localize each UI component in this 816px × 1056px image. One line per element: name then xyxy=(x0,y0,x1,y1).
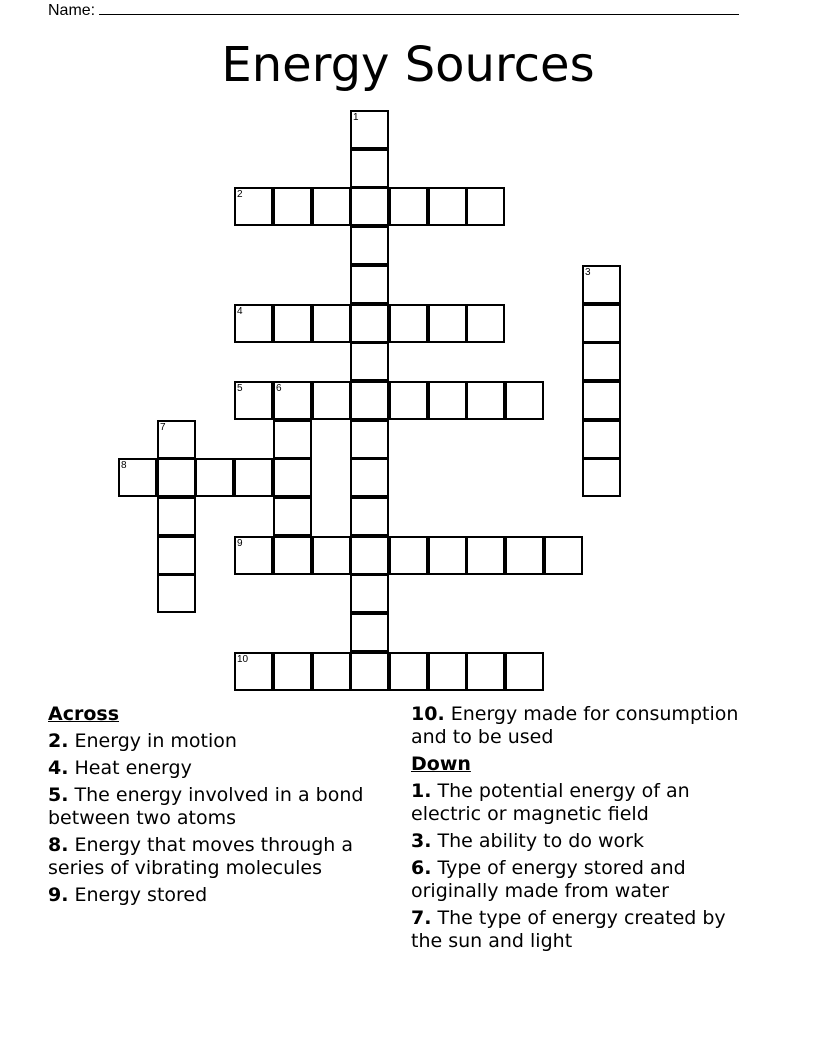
clue-number: 10. xyxy=(411,703,445,725)
crossword-cell[interactable] xyxy=(466,381,505,420)
name-label: Name: xyxy=(48,2,96,19)
crossword-cell[interactable] xyxy=(273,536,312,575)
clue-number: 4. xyxy=(48,757,69,779)
cell-number: 2 xyxy=(237,189,243,200)
page-title: Energy Sources xyxy=(221,37,595,93)
crossword-cell[interactable] xyxy=(234,187,273,226)
crossword-cell[interactable] xyxy=(350,652,389,691)
crossword-cell[interactable] xyxy=(350,149,389,188)
crossword-cell[interactable] xyxy=(273,381,312,420)
clue-text: Heat energy xyxy=(74,757,192,779)
crossword-cell[interactable] xyxy=(234,458,273,497)
crossword-cell[interactable] xyxy=(505,652,544,691)
crossword-cell[interactable] xyxy=(273,652,312,691)
clue-number: 3. xyxy=(411,830,432,852)
crossword-cell[interactable] xyxy=(428,536,467,575)
across-clue-8 xyxy=(48,834,393,880)
crossword-cell[interactable] xyxy=(234,381,273,420)
crossword-cell[interactable] xyxy=(505,381,544,420)
crossword-cell[interactable] xyxy=(312,536,351,575)
across-clue-9 xyxy=(48,884,393,907)
across-clue-5 xyxy=(48,784,393,830)
crossword-cell[interactable] xyxy=(350,110,389,149)
crossword-cell[interactable] xyxy=(582,458,621,497)
clues-right-column xyxy=(411,703,756,957)
across-clue-10 xyxy=(411,703,756,749)
crossword-cell[interactable] xyxy=(273,420,312,459)
crossword-cell[interactable] xyxy=(582,420,621,459)
clue-text: The ability to do work xyxy=(437,830,644,852)
across-clue-4 xyxy=(48,757,393,780)
down-clue-3 xyxy=(411,830,756,853)
crossword-cell[interactable] xyxy=(466,536,505,575)
crossword-cell[interactable] xyxy=(350,420,389,459)
clue-text: Type of energy stored and originally made from water xyxy=(411,857,686,902)
crossword-cell[interactable] xyxy=(582,265,621,304)
cell-number: 9 xyxy=(237,538,243,549)
crossword-cell[interactable] xyxy=(273,497,312,536)
crossword-cell[interactable] xyxy=(157,574,196,613)
crossword-cell[interactable] xyxy=(428,381,467,420)
crossword-cell[interactable] xyxy=(234,652,273,691)
crossword-cell[interactable] xyxy=(312,381,351,420)
crossword-cell[interactable] xyxy=(234,536,273,575)
clue-number: 1. xyxy=(411,780,432,802)
crossword-cell[interactable] xyxy=(389,187,428,226)
crossword-cell[interactable] xyxy=(428,304,467,343)
crossword-cell[interactable] xyxy=(466,304,505,343)
crossword-cell[interactable] xyxy=(389,381,428,420)
crossword-cell[interactable] xyxy=(389,304,428,343)
cell-number: 8 xyxy=(121,460,127,471)
crossword-cell[interactable] xyxy=(428,187,467,226)
clue-number: 2. xyxy=(48,730,69,752)
cell-number: 7 xyxy=(160,422,166,433)
clue-text: Energy in motion xyxy=(74,730,237,752)
across-clue-2 xyxy=(48,730,393,753)
down-clue-7 xyxy=(411,907,756,953)
crossword-cell[interactable] xyxy=(350,458,389,497)
cell-number: 5 xyxy=(237,383,243,394)
down-heading: Down xyxy=(411,753,471,775)
crossword-cell[interactable] xyxy=(312,652,351,691)
crossword-cell[interactable] xyxy=(350,265,389,304)
cell-number: 4 xyxy=(237,306,243,317)
crossword-cell[interactable] xyxy=(118,458,157,497)
across-heading: Across xyxy=(48,703,120,725)
crossword-cell[interactable] xyxy=(389,652,428,691)
crossword-cell[interactable] xyxy=(350,613,389,652)
crossword-cell[interactable] xyxy=(350,497,389,536)
crossword-cell[interactable] xyxy=(350,536,389,575)
crossword-cell[interactable] xyxy=(582,381,621,420)
clue-text: The energy involved in a bond between two atoms xyxy=(48,784,364,829)
crossword-cell[interactable] xyxy=(312,304,351,343)
clues-left-column xyxy=(48,703,393,911)
clue-text: The type of energy created by the sun and light xyxy=(411,907,726,952)
cell-number: 1 xyxy=(353,112,359,123)
cell-number: 6 xyxy=(276,383,282,394)
crossword-cell[interactable] xyxy=(273,187,312,226)
cell-number: 3 xyxy=(585,267,591,278)
crossword-cell[interactable] xyxy=(273,304,312,343)
clue-text: The potential energy of an electric or magnetic field xyxy=(411,780,690,825)
crossword-cell[interactable] xyxy=(195,458,234,497)
clue-number: 9. xyxy=(48,884,69,906)
crossword-cell[interactable] xyxy=(582,304,621,343)
crossword-cell[interactable] xyxy=(350,574,389,613)
crossword-cell[interactable] xyxy=(273,458,312,497)
crossword-cell[interactable] xyxy=(350,342,389,381)
clue-text: Energy made for consumption and to be used xyxy=(411,703,739,748)
crossword-cell[interactable] xyxy=(428,652,467,691)
crossword-cell[interactable] xyxy=(350,187,389,226)
clue-number: 8. xyxy=(48,834,69,856)
crossword-cell[interactable] xyxy=(157,458,196,497)
crossword-cell[interactable] xyxy=(157,497,196,536)
down-clue-6 xyxy=(411,857,756,903)
crossword-cell[interactable] xyxy=(234,304,273,343)
clue-number: 7. xyxy=(411,907,432,929)
crossword-cell[interactable] xyxy=(157,420,196,459)
crossword-cell[interactable] xyxy=(350,304,389,343)
crossword-cell[interactable] xyxy=(466,652,505,691)
clue-text: Energy stored xyxy=(74,884,208,906)
crossword-cell[interactable] xyxy=(582,342,621,381)
crossword-cell[interactable] xyxy=(350,381,389,420)
crossword-cell[interactable] xyxy=(505,536,544,575)
crossword-cell[interactable] xyxy=(389,536,428,575)
clue-number: 5. xyxy=(48,784,69,806)
crossword-cell[interactable] xyxy=(312,187,351,226)
cell-number: 10 xyxy=(237,654,249,665)
down-clue-1 xyxy=(411,780,756,826)
crossword-cell[interactable] xyxy=(157,536,196,575)
crossword-cell[interactable] xyxy=(350,226,389,265)
crossword-cell[interactable] xyxy=(466,187,505,226)
crossword-cell[interactable] xyxy=(544,536,583,575)
clue-text: Energy that moves through a series of vibrating molecules xyxy=(48,834,354,879)
clue-number: 6. xyxy=(411,857,432,879)
